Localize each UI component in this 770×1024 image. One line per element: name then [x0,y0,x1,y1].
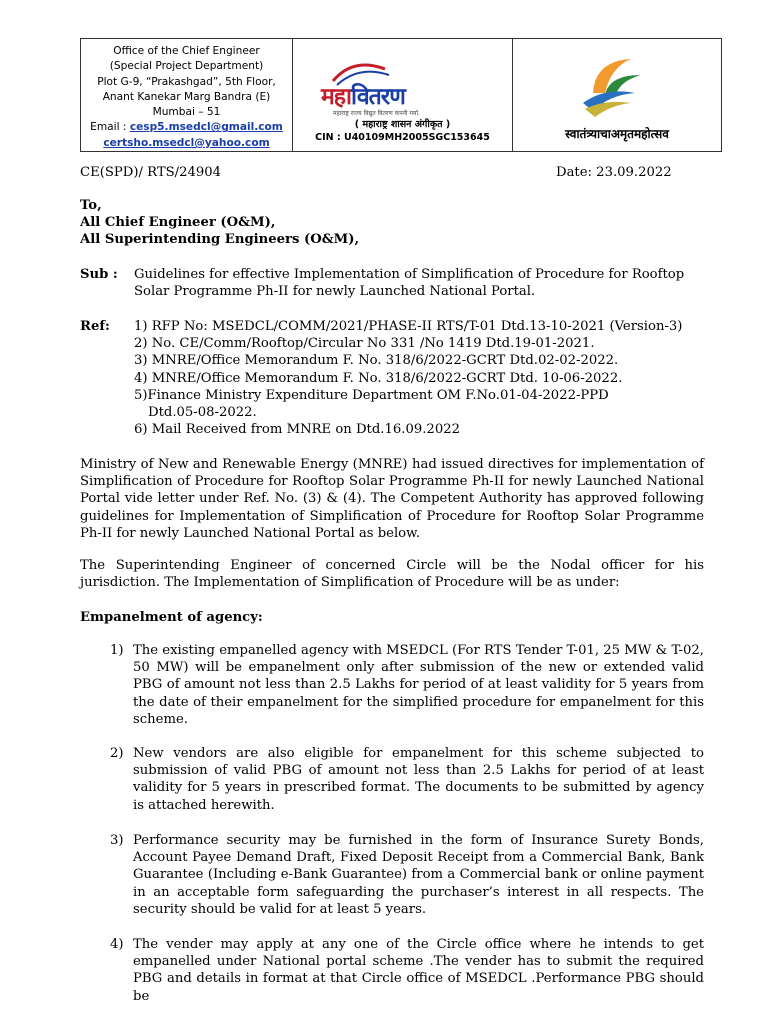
email-line-2 [87,136,286,151]
letter-date: Date: 23.09.2022 [556,165,672,180]
reference-item: 5)Finance Ministry Expenditure Department OM F.No.01-04-2022-PPD [134,387,609,403]
subject-label: Sub : [80,267,118,282]
paragraph-nodal-officer: The Superintending Engineer of concerned Circle will be the Nodal officer for his jurisdiction. The Implementation of Simplification of Procedure will be as under: [80,558,704,591]
address-line: Mumbai – 51 [152,106,221,119]
office-address [81,39,293,151]
reference-item: 6) Mail Received from MNRE on Dtd.16.09.2022 [134,422,460,438]
addressee-1: All Chief Engineer (O&M), [80,215,276,230]
email-line [87,120,286,135]
list-item-number: 1) [110,643,124,658]
email-link-2[interactable]: certsho.msedcl@yahoo.com [103,136,270,149]
email-link-1[interactable]: cesp5.msedcl@gmail.com [129,121,283,134]
list-item-text: Performance security may be furnished in the form of Insurance Surety Bonds, Account Payee Demand Draft, Fixed Deposit Receipt from a Commercial Bank, Bank Guarantee (Including e-Bank Guarantee) from a Commercial bank or online payment in an acceptable form safeguarding the purchaser’s interest in all respects. The security should be valid for at least 5 years. [133,833,704,917]
list-item-number: 2) [110,746,124,761]
brand-name [321,79,405,111]
azadi-emblem-icon [575,53,655,121]
mahavitaran-logo [293,39,513,151]
list-item [110,936,704,1005]
subject-line-2: Solar Programme Ph-II for newly Launched National Portal. [134,284,536,299]
brand-tagline: महाराष्ट्र राज्य विद्युत वितरण कंपनी मर्या. [333,110,420,117]
list-item [110,745,704,814]
address-line: (Special Project Department) [109,60,264,73]
cin-number: CIN : U40109MH2005SGC153645 [315,132,490,143]
brand-part-2: वितरण [350,84,405,110]
address-line: Anant Kanekar Marg Bandra (E) [102,90,271,103]
azadi-emblem-panel [513,39,721,151]
list-item [110,832,704,918]
list-item-text: The vender may apply at any one of the Circle office where he intends to get empanelled under National portal scheme .The vender has to submit the required PBG and details in format at that Circle office of MSEDCL .Performance PBG should be [133,937,704,1004]
reference-item: 1) RFP No: MSEDCL/COMM/2021/PHASE-II RTS/T-01 Dtd.13-10-2021 (Version-3) [134,319,683,334]
email-label: Email : [90,121,127,134]
reference-item: 2) No. CE/Comm/Rooftop/Circular No 331 /No 1419 Dtd.19-01-2021. [134,336,595,352]
govt-approved-text: ( महाराष्ट्र शासन अंगीकृत ) [354,119,451,130]
list-item-number: 4) [110,937,124,952]
letterhead [80,38,722,152]
list-item-number: 3) [110,833,124,848]
reference-item: 3) MNRE/Office Memorandum F. No. 318/6/2022-GCRT Dtd.02-02-2022. [134,353,619,369]
section-heading: Empanelment of agency: [80,610,263,625]
reference-list [134,318,724,438]
reference-item: Dtd.05-08-2022. [148,405,257,421]
address-line: Office of the Chief Engineer [113,45,260,57]
azadi-ka-amrit-mahotsav: स्वातंत्र्याचाअमृतमहोत्सव [565,127,669,141]
reference-number: CE(SPD)/ RTS/24904 [80,165,222,180]
paragraph-mnre-directives: Ministry of New and Renewable Energy (MNRE) had issued directives for implementation of Simplification of Procedure for Rooftop Solar Programme Ph-II for newly Launched National Portal vide letter under Ref. No. (3) & (4). The Competent Authority has approved following guidelines for Implementation of Simplification of Procedure for Rooftop Solar Programme Ph-II for newly Launched National Portal as below. [80,457,704,541]
subject-line-1: Guidelines for effective Implementation of Simplification of Procedure for Rooftop [134,267,685,282]
salutation-to: To, [80,198,102,213]
brand-part-1: महा [321,84,351,110]
list-item [110,642,704,728]
reference-label: Ref: [80,319,110,334]
addressee-2: All Superintending Engineers (O&M), [80,232,360,247]
reference-item: 4) MNRE/Office Memorandum F. No. 318/6/2022-GCRT Dtd. 10-06-2022. [134,370,623,386]
list-item-text: The existing empanelled agency with MSEDCL (For RTS Tender T-01, 25 MW & T-02, 50 MW) will be empanelment only after submission of the new or extended valid PBG of amount not less than 2.5 Lakhs for period of at least validity for 5 years from the date of their empanelment for the simplified procedure for empanelment for this scheme. [133,643,704,727]
list-item-text: New vendors are also eligible for empanelment for this scheme subjected to submission of valid PBG of amount not less than 2.5 Lakhs for period of at least validity for 5 years in prescribed format. The documents to be submitted by agency is attached herewith. [133,746,704,813]
address-line: Plot G-9, “Prakashgad”, 5th Floor, [97,75,276,88]
